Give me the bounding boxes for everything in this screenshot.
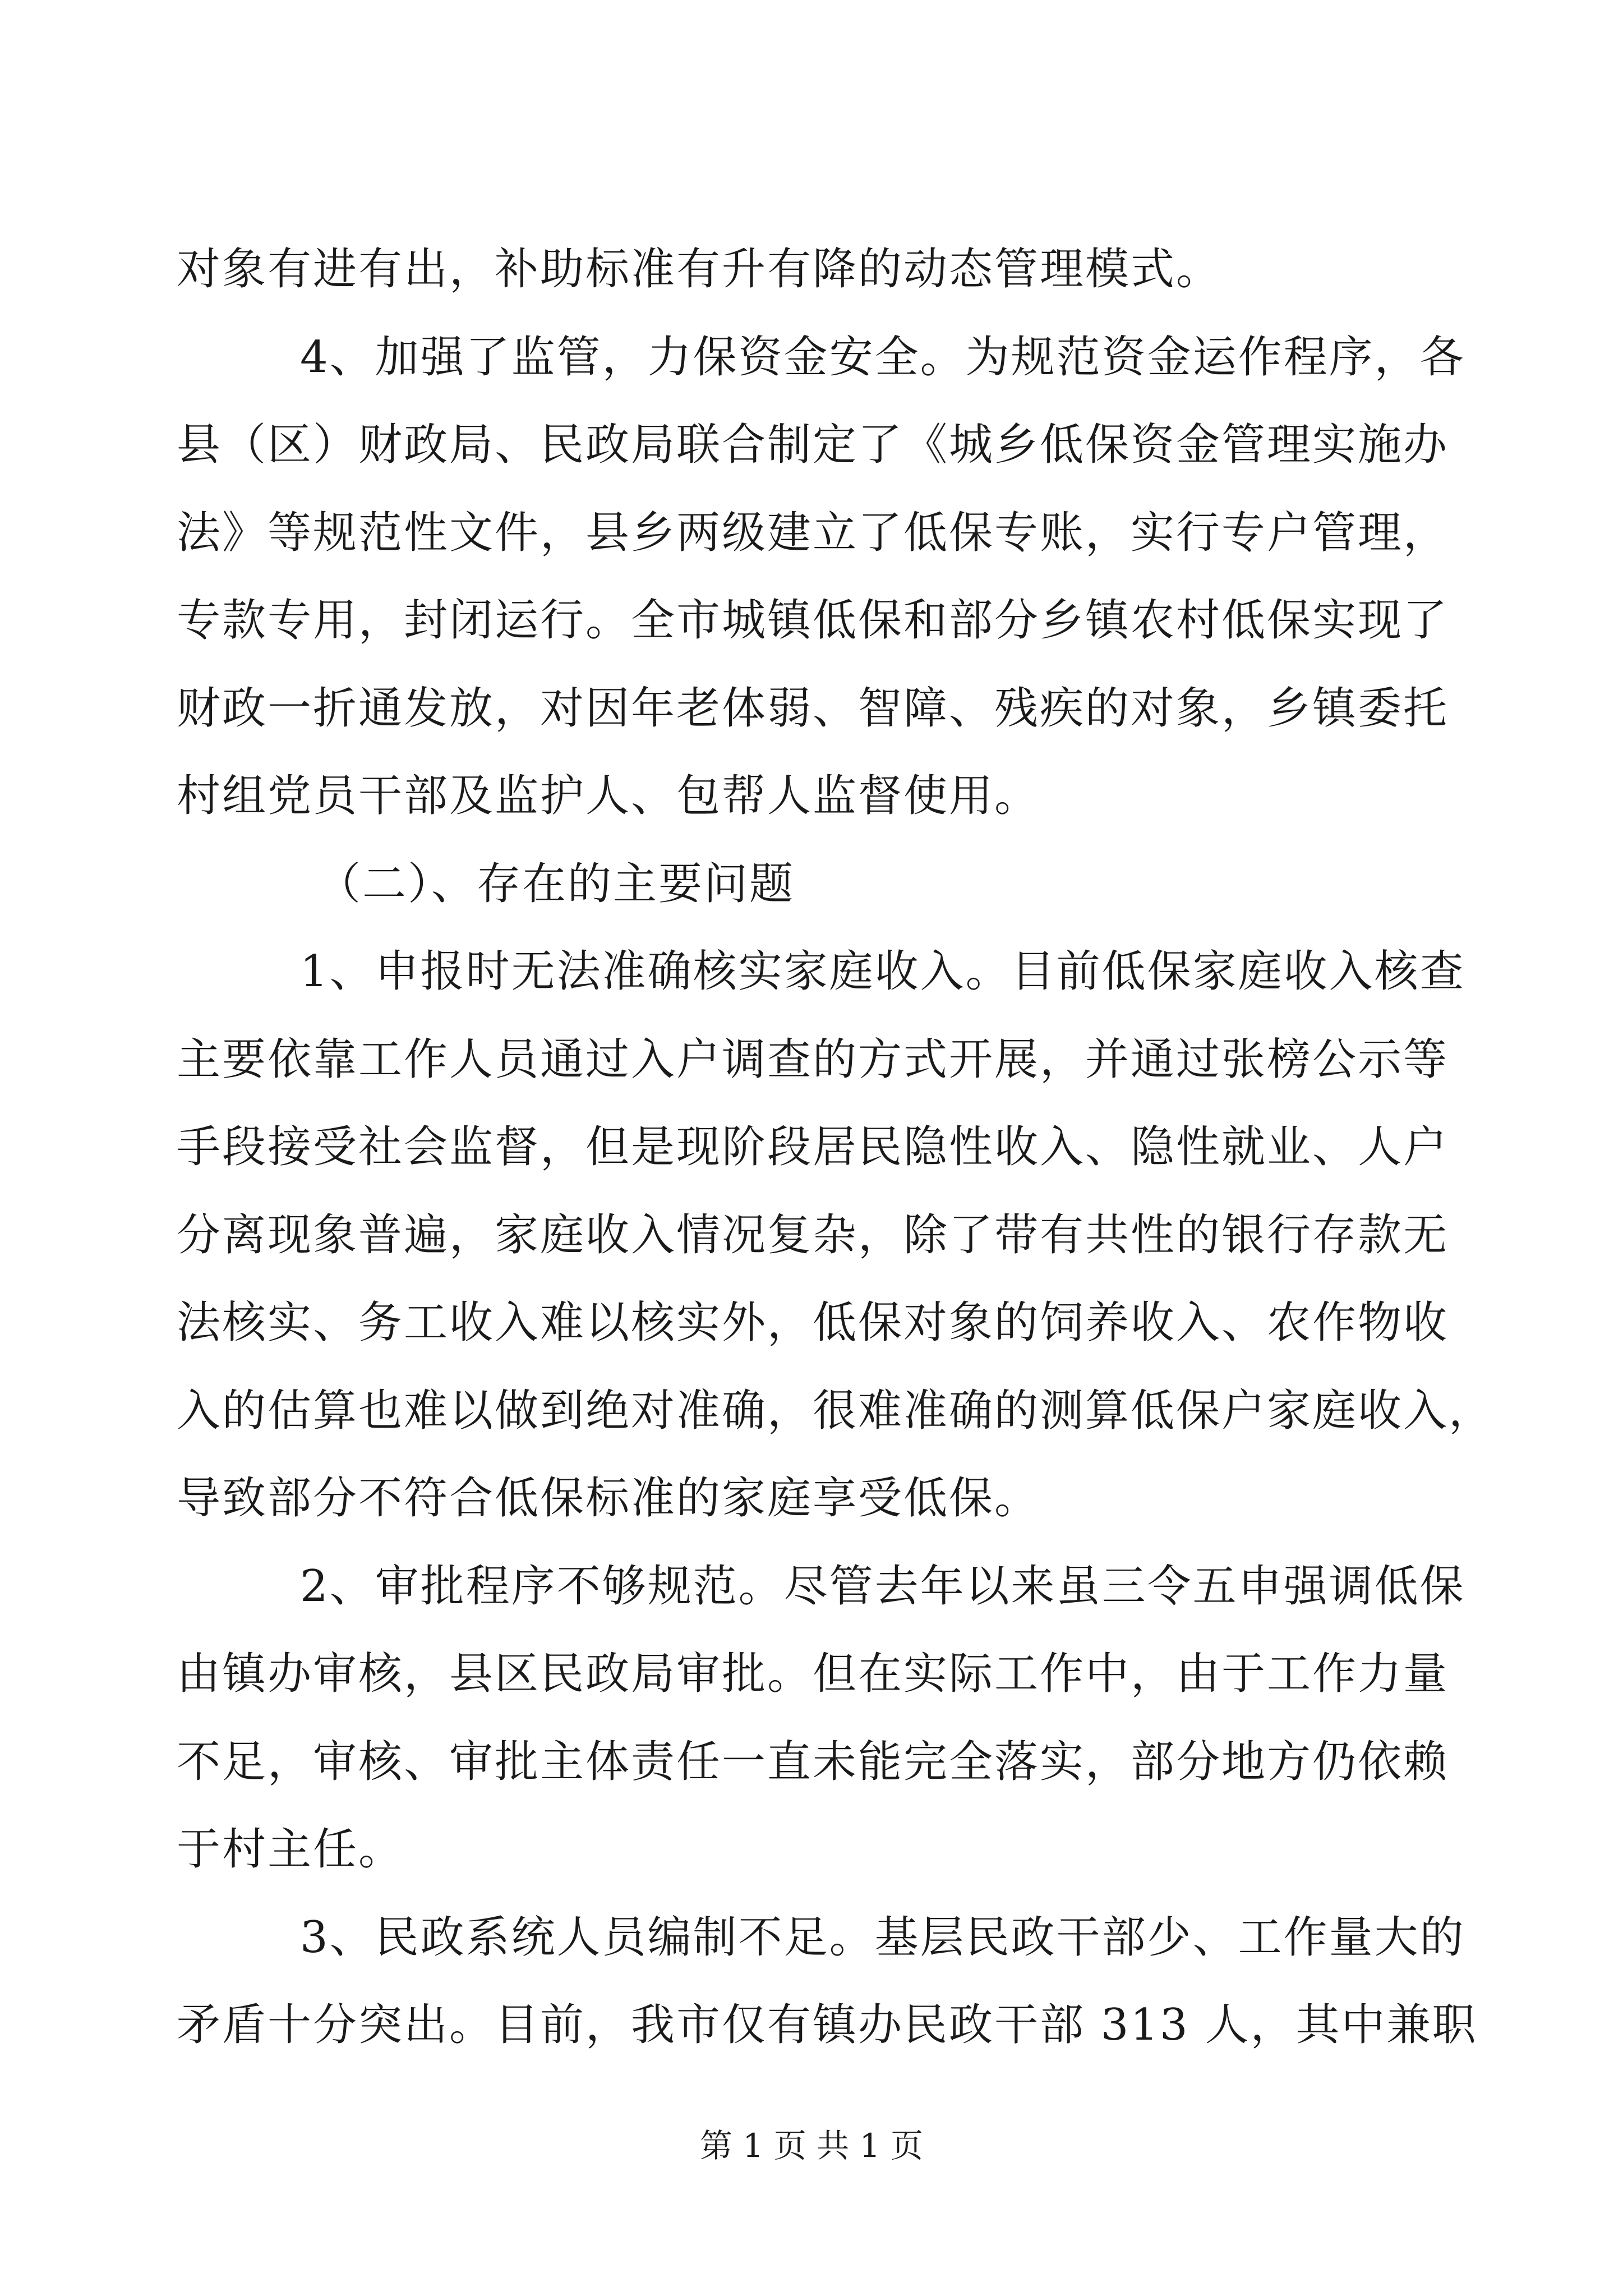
text-line-16: 2、审批程序不够规范。尽管去年以来虽三令五申强调低保 (300, 1561, 1465, 1612)
text-line-14: 入的估算也难以做到绝对准确，很难准确的测算低保户家庭收入， (177, 1386, 1495, 1436)
text-line-6: 财政一折通发放，对因年老体弱、智障、残疾的对象，乡镇委托 (177, 683, 1449, 734)
text-line-19: 于村主任。 (177, 1824, 404, 1875)
text-line-5: 专款专用，封闭运行。全市城镇低保和部分乡镇农村低保实现了 (177, 595, 1449, 646)
text-line-4: 法》等规范性文件，县乡两级建立了低保专账，实行专户管理， (177, 508, 1449, 558)
text-line-21: 矛盾十分突出。目前，我市仅有镇办民政干部 313 人，其中兼职 (177, 2000, 1478, 2050)
text-line-3: 县（区）财政局、民政局联合制定了《城乡低保资金管理实施办 (177, 420, 1449, 470)
text-line-10: 主要依靠工作人员通过入户调查的方式开展，并通过张榜公示等 (177, 1034, 1449, 1085)
text-line-2: 4、加强了监管，力保资金安全。为规范资金运作程序，各 (300, 332, 1465, 383)
text-line-20: 3、民政系统人员编制不足。基层民政干部少、工作量大的 (300, 1912, 1465, 1963)
text-line-9: 1、申报时无法准确核实家庭收入。目前低保家庭收入核查 (300, 946, 1465, 997)
page-footer: 第 1 页 共 1 页 (700, 2127, 923, 2165)
text-line-18: 不足，审核、审批主体责任一直未能完全落实，部分地方仍依赖 (177, 1737, 1449, 1787)
text-line-17: 由镇办审核，县区民政局审批。但在实际工作中，由于工作力量 (177, 1649, 1449, 1699)
text-line-11: 手段接受社会监督，但是现阶段居民隐性收入、隐性就业、人户 (177, 1122, 1449, 1172)
text-line-13: 法核实、务工收入难以核实外，低保对象的饲养收入、农作物收 (177, 1297, 1449, 1348)
section-heading: （二）、存在的主要问题 (317, 859, 795, 909)
text-line-1: 对象有进有出，补助标准有升有降的动态管理模式。 (177, 244, 1222, 295)
text-line-12: 分离现象普遍，家庭收入情况复杂，除了带有共性的银行存款无 (177, 1210, 1449, 1260)
text-line-7: 村组党员干部及监护人、包帮人监督使用。 (177, 771, 1040, 821)
text-line-15: 导致部分不符合低保标准的家庭享受低保。 (177, 1473, 1040, 1524)
